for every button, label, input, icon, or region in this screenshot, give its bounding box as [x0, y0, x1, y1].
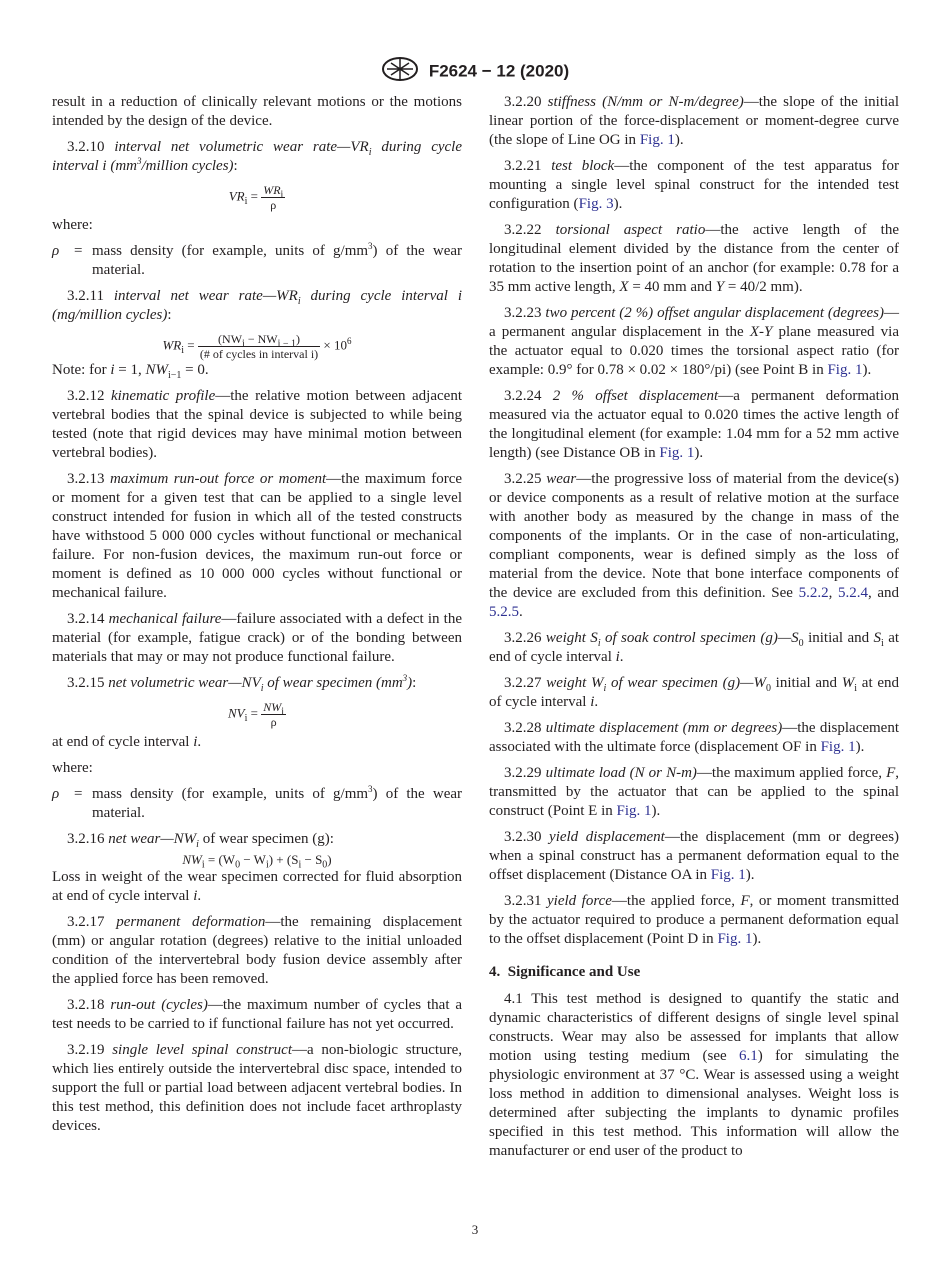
section-link[interactable]: 6.1 [739, 1048, 758, 1064]
equation-wr: $WR_i$ = $\frac{(NW_i - NW_{i - 1})}{\text{(\# of cycles in interval i)}}$ × $10^6$ [162, 332, 352, 361]
right-column [489, 93, 899, 1168]
definition-3-2-30: 3.2.30 yield displacement—the displacement (mm or degrees) when a spinal construct has a permanent deformation equal to the offset displacement (Distance OA in Fig. 1). [489, 829, 900, 883]
figure-link[interactable]: Fig. 1 [616, 803, 652, 819]
paragraph: at end of cycle interval i. [52, 734, 202, 750]
definition-3-2-21: 3.2.21 test block—the component of the test apparatus for mounting a single level spinal construct for the intended test configuration (Fig. 3). [489, 158, 899, 212]
figure-link[interactable]: Fig. 1 [820, 739, 856, 755]
definition-3-2-28: 3.2.28 ultimate displacement (mm or degrees)—the displacement associated with the ultimate force (displacement OF in Fig. 1). [489, 720, 900, 755]
equation-vr: $VR_i$ = $\frac{WR_i}{\rho}$ [228, 183, 284, 212]
definition-3-2-26: 3.2.26 weight $S_i$ of soak control specimen $(g)—S_0$ initial and $S_i$ at end of cycle interval i. [489, 630, 900, 665]
definition-3-2-24: 3.2.24 2 % offset displacement—a permanent deformation measured via the actuator equal to 0.020 times the active length of the longitudinal element (for example: 1.04 mm for a 52 mm active length) (see Distance OB in Fig. 1). [489, 388, 899, 461]
definition-3-2-25: 3.2.25 wear—the progressive loss of material from the device(s) or device components as a result of relative motion at the surface with another body as measured by the change in mass of the components of the implants. Or in the case of non-articulating, compliant components, wear is defined simply as the loss of material from the device. Note that bone interface components of the device are excluded from this definition. See 5.2.2, 5.2.4, and 5.2.5. [489, 471, 899, 620]
definition-3-2-20: 3.2.20 stiffness (N/mm or N-m/degree)—the slope of the initial linear portion of the force-displacement or moment-degree curve (the slope of Line OG in Fig. 1). [489, 94, 899, 148]
note: Note: for i = 1, $NW_{i-1} = 0$. [52, 362, 209, 381]
figure-link[interactable]: Fig. 1 [639, 132, 675, 148]
definition-3-2-16: 3.2.16 net $wear—NW_i$ of wear specimen (g): [67, 831, 334, 850]
figure-link[interactable]: Fig. 1 [659, 445, 695, 461]
definition-3-2-19: 3.2.19 single level spinal construct—a non-biologic structure, which lies entirely outside the intervertebral disc space, intended to support the full or partial load between adjacent vertebral bodies. In this test method, this definition does not include facet arthroplasty devices. [52, 1042, 462, 1134]
figure-link[interactable]: Fig. 1 [827, 362, 863, 378]
definition-3-2-11: 3.2.11 interval net wear $rate—WR_i$ during cycle interval i (mg/million cycles): [52, 288, 462, 323]
where-label: where: [52, 760, 93, 776]
left-column [52, 93, 462, 1143]
definition-3-2-14: 3.2.14 mechanical failure—failure associated with a defect in the material (for example, fatigue crack) or of the bonding between materials that may or may not produce functional failure. [52, 611, 462, 665]
definition-3-2-31: 3.2.31 yield force—the applied force, F, or moment transmitted by the actuator required to produce a permanent deformation equal to the offset displacement (Point D in Fig. 1). [489, 893, 900, 947]
paragraph-4-1: 4.1 This test method is designed to quantify the static and dynamic characteristics of different designs of single level spinal constructs. Wear may also be assessed for implants that allow motion using testing medium (see 6.1) for simulating the physiologic environment at 37 °C. Wear is assessed using a weight loss method in addition to dimensional analyses. Weight loss is determined after subjecting the implants to dynamic profiles specified in this test method. This information will allow the manufacturer or end user of the product to [489, 991, 899, 1159]
where-definition: ρ = mass density (for example, units of $g/mm^3$) of the wear material. [52, 241, 463, 278]
definition-3-2-15: 3.2.15 net volumetric $wear—NV_i$ of wear specimen $(mm^3)$: [67, 673, 417, 694]
paragraph: result in a reduction of clinically relevant motions or the motions intended by the design of the device. [52, 94, 462, 129]
section-link[interactable]: 5.2.2 [798, 585, 829, 601]
where-label: where: [52, 217, 93, 233]
where-definition: ρ = mass density (for example, units of $g/mm^3$) of the wear material. [52, 784, 463, 821]
astm-logo-icon [381, 56, 419, 87]
definition-3-2-17: 3.2.17 permanent deformation—the remaining displacement (mm) or angular rotation (degrees) relative to the initial unloaded condition of the intervertebral body fusion device assembly after the applied force has been removed. [52, 914, 463, 987]
definition-3-2-23: 3.2.23 two percent (2 %) offset angular displacement (degrees)—a permanent angular displacement in the X-Y plane measured via the actuator equal to 0.020 times the torsional aspect ratio (for example: 0.9° for 0.78 × 0.02 × 180°/pi) (see Point B in Fig. 1). [489, 305, 900, 378]
figure-link[interactable]: Fig. 1 [717, 931, 753, 947]
section-link[interactable]: 5.2.4 [837, 585, 868, 601]
definition-3-2-12: 3.2.12 kinematic profile—the relative motion between adjacent vertebral bodies that the spinal device is subjected to while being tested (note that rigid devices may have minimal motion between vertebral bodies). [52, 388, 462, 461]
equation-nw: $NW_i = (W_0 - W_i) + (S_i - S_0)$ [182, 852, 332, 871]
section-link[interactable]: 5.2.5 [489, 604, 519, 620]
paragraph: Loss in weight of the wear specimen corrected for fluid absorption at end of cycle interval i. [52, 869, 462, 904]
definition-3-2-13: 3.2.13 maximum run-out force or moment—the maximum force or moment for a given test that can be applied to a single level construct intended for fusion in which all of the tested constructs have withstood 5 000 000 cycles without functional or mechanical failure. For non-fusion devices, the maximum run-out force or moment is defined as 10 000 000 cycles without functional or mechanical failure. [52, 471, 463, 601]
page-number: 3 [471, 1222, 479, 1237]
equation-nv: $NV_i$ = $\frac{NW_i}{\rho}$ [227, 700, 285, 729]
page-header [0, 56, 950, 87]
document-designation: F2624 − 12 (2020) [428, 61, 570, 81]
definition-3-2-27: 3.2.27 weight $W_i$ of wear specimen $(g)—W_0$ initial and $W_i$ at end of cycle interval i. [489, 675, 900, 710]
figure-link[interactable]: Fig. 3 [578, 196, 614, 212]
definition-3-2-10: 3.2.10 interval net volumetric wear $rate—VR_i$ during cycle interval i ($mm^3$/million cycles): [52, 139, 463, 174]
definition-3-2-22: 3.2.22 torsional aspect ratio—the active length of the longitudinal element divided by the distance from the center of rotation to the insertion point of an anchor (for example: 0.78 for a 35 mm active length, X = 40 mm and Y = 40/2 mm). [489, 222, 900, 295]
figure-link[interactable]: Fig. 1 [710, 867, 746, 883]
definition-3-2-18: 3.2.18 run-out (cycles)—the maximum number of cycles that a test needs to be carried to if functional failure has not yet occurred. [52, 997, 462, 1032]
definition-3-2-29: 3.2.29 ultimate load (N or N-m)—the maximum applied force, F, transmitted by the actuator that can be applied to the spinal construct (Point E in Fig. 1). [489, 765, 900, 819]
section-heading: 4. Significance and Use [489, 964, 641, 980]
